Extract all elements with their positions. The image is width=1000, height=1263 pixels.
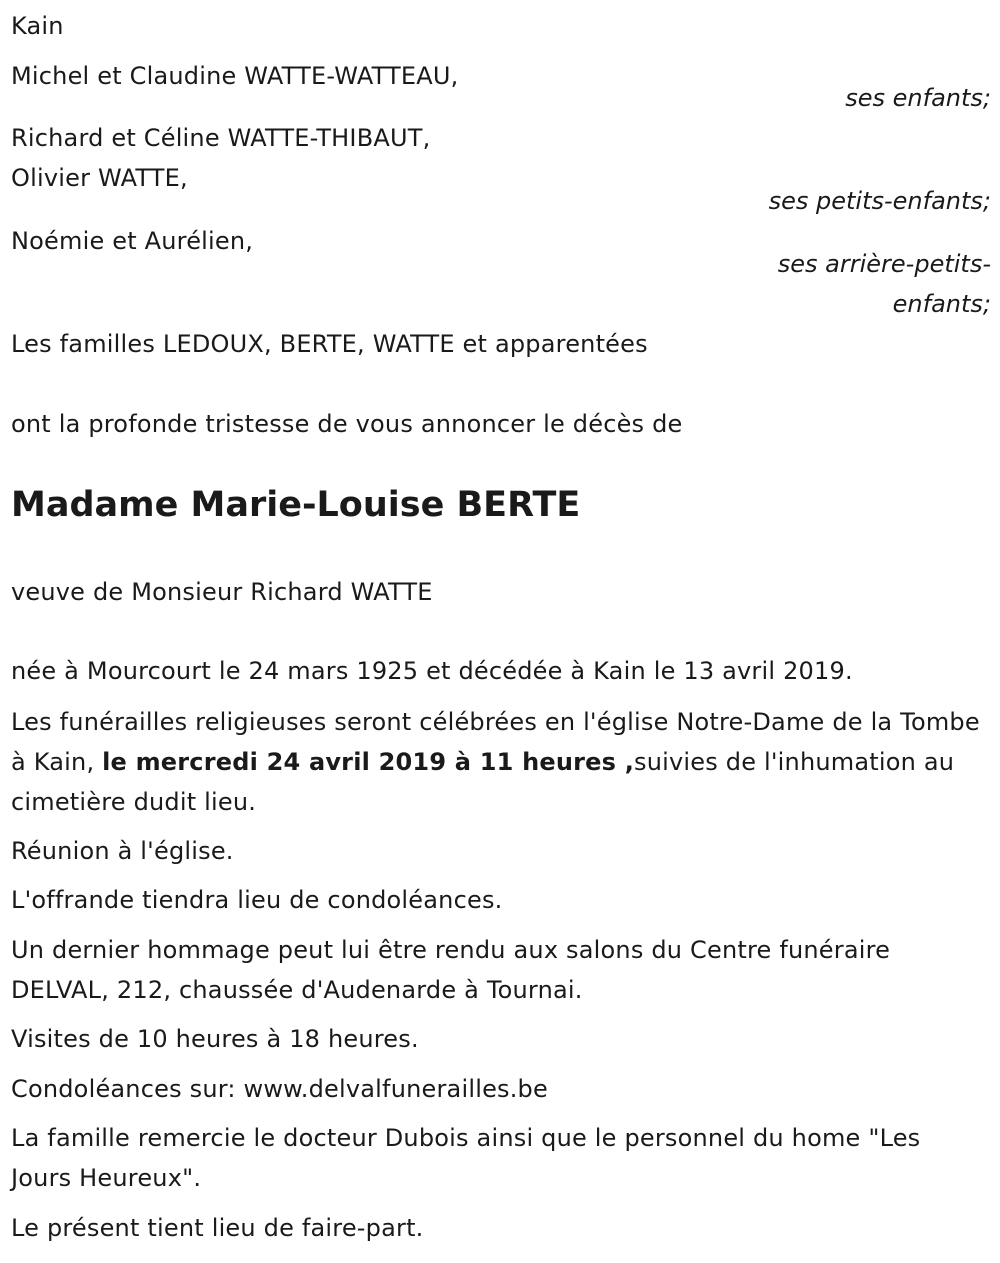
announcement-line: ont la profonde tristesse de vous annoncer le décès de <box>11 410 683 438</box>
great-grandchildren-role-1: ses arrière-petits- <box>777 250 991 278</box>
funeral-text-after: suivies de l'inhumation au cimetière dudit lieu. <box>11 748 955 816</box>
grandchildren-role: ses petits-enfants; <box>768 187 991 215</box>
great-grandchildren-role-2: enfants; <box>892 290 991 318</box>
location: Kain <box>11 12 64 40</box>
notice-line: Le présent tient lieu de faire-part. <box>11 1214 424 1242</box>
visits-line: Visites de 10 heures à 18 heures. <box>11 1025 419 1053</box>
offering-line: L'offrande tiendra lieu de condoléances. <box>11 886 503 914</box>
children-role: ses enfants; <box>845 84 991 112</box>
condolences-line: Condoléances sur: www.delvalfunerailles.be <box>11 1075 548 1103</box>
funeral-date: le mercredi 24 avril 2019 à 11 heures , <box>102 748 635 776</box>
homage-paragraph: Un dernier hommage peut lui être rendu aux salons du Centre funéraire DELVAL, 212, chaussée d'Audenarde à Tournai. <box>11 936 891 1004</box>
families-line: Les familles LEDOUX, BERTE, WATTE et apparentées <box>11 330 648 358</box>
obituary-notice <box>11 0 991 1263</box>
deceased-name: Madame Marie-Louise BERTE <box>11 485 581 525</box>
meeting-line: Réunion à l'église. <box>11 837 234 865</box>
thanks-paragraph: La famille remercie le docteur Dubois ainsi que le personnel du home "Les Jours Heureux". <box>11 1124 921 1192</box>
grandchildren-names-2: Olivier WATTE, <box>11 164 188 192</box>
birth-death: née à Mourcourt le 24 mars 1925 et décédée à Kain le 13 avril 2019. <box>11 657 853 685</box>
children-names: Michel et Claudine WATTE-WATTEAU, <box>11 62 459 90</box>
funeral-text-before: Les funérailles religieuses seront célébrées en l'église Notre-Dame de la Tombe à Kain, <box>11 708 980 776</box>
funeral-paragraph <box>11 702 986 822</box>
grandchildren-names-1: Richard et Céline WATTE-THIBAUT, <box>11 124 431 152</box>
great-grandchildren-names: Noémie et Aurélien, <box>11 227 254 255</box>
widow-of: veuve de Monsieur Richard WATTE <box>11 578 433 606</box>
